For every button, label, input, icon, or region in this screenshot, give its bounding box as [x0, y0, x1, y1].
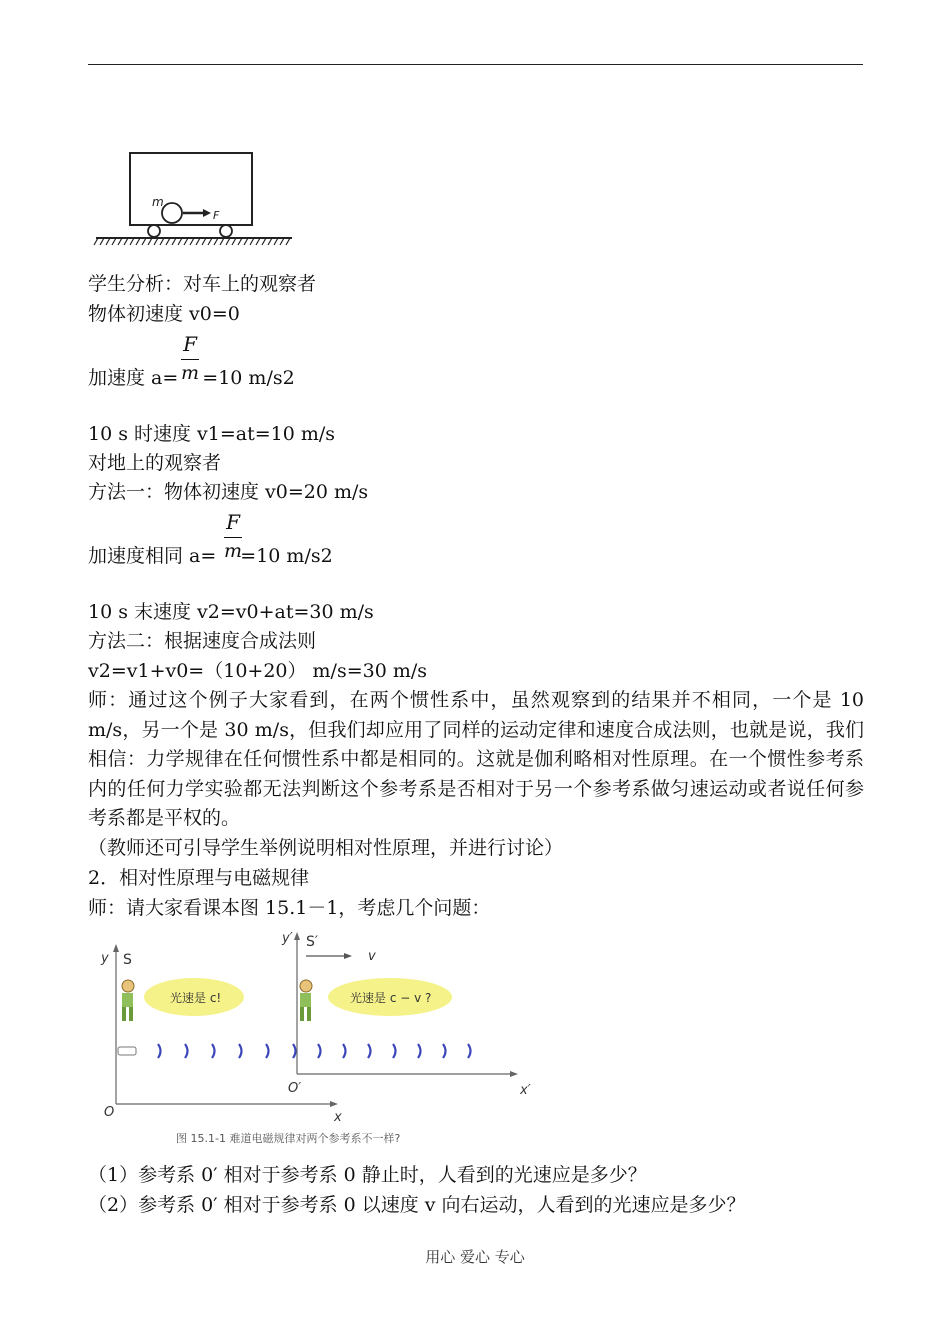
velocity-10s-line: 10 s 时速度 v1=at=10 m/s — [88, 423, 336, 445]
bubble-1-text: 光速是 c! — [170, 991, 222, 1005]
fraction-2-numerator: F — [224, 510, 242, 538]
mass-label: m — [152, 195, 164, 209]
figure-caption: 图 15.1-1 难道电磁规律对两个参考系不一样? — [176, 1132, 401, 1145]
s-frame-label: S — [123, 952, 132, 968]
ground-observer-line: 对地上的观察者 — [88, 452, 222, 474]
teacher-paragraph: 师：通过这个例子大家看到，在两个惯性系中，虽然观察到的结果并不相同，一个是 10 m/s，另一个是 30 m/s，但我们却应用了同样的运动定律和速度合成法则，也就是说，我们相信：力学规律在任何惯性系中都是相同的。这就是伽利略相对性原理。在一个惯性参考系内的任何力学实验都无法判断这个参考系是否相对于另一个参考系做匀速运动或者说任何参考系都是平权的。 — [88, 689, 864, 829]
header-rule — [88, 64, 863, 65]
same-acceleration-prefix: 加速度相同 a= — [88, 545, 217, 567]
method-two-line: 方法二：根据速度合成法则 — [88, 630, 317, 652]
observer-2 — [300, 980, 312, 1021]
velocity-label: v — [368, 949, 376, 964]
s-prime-frame-label: S′ — [306, 934, 319, 950]
bubble-2-text: 光速是 c − v ? — [350, 991, 432, 1005]
page-footer: 用心 爱心 专心 — [425, 1248, 525, 1266]
velocity-end-line: 10 s 末速度 v2=v0+at=30 m/s — [88, 601, 374, 623]
question-2: （2）参考系 0′ 相对于参考系 0 以速度 v 向右运动，人看到的光速应是多少？ — [88, 1194, 746, 1216]
fraction-1-numerator: F — [181, 332, 199, 360]
same-acceleration-suffix: =10 m/s2 — [240, 545, 333, 567]
light-waves — [158, 1044, 471, 1058]
acceleration-prefix: 加速度 a= — [88, 367, 179, 389]
y-prime-axis-label: y′ — [282, 931, 293, 946]
method-one-line: 方法一：物体初速度 v0=20 m/s — [88, 481, 369, 503]
x-prime-axis-label: x′ — [520, 1083, 531, 1098]
same-acceleration-line — [88, 542, 333, 571]
x-axis-label: x — [334, 1110, 342, 1125]
reference-frames-figure — [92, 924, 552, 1149]
section-heading: 2．相对性原理与电磁规律 — [88, 867, 310, 889]
y-axis-label: y — [101, 951, 109, 966]
force-label: F — [213, 209, 220, 222]
student-analysis-line: 学生分析：对车上的观察者 — [88, 273, 317, 295]
fraction-2-denominator: m — [224, 540, 243, 562]
origin-prime-label: O′ — [288, 1081, 302, 1096]
origin-label: O — [104, 1105, 115, 1120]
fraction-1-denominator: m — [181, 362, 200, 384]
velocity-sum-line: v2=v1+v0=（10+20） m/s=30 m/s — [88, 660, 428, 682]
initial-velocity-line: 物体初速度 v0=0 — [88, 303, 240, 325]
acceleration-line — [88, 364, 295, 393]
observer-1 — [122, 980, 134, 1021]
question-1: （1）参考系 0′ 相对于参考系 0 静止时，人看到的光速应是多少？ — [88, 1164, 647, 1186]
acceleration-suffix: =10 m/s2 — [202, 367, 295, 389]
teacher-note: （教师还可引导学生举例说明相对性原理，并进行讨论） — [88, 837, 564, 859]
cart-diagram — [92, 146, 297, 250]
teacher-prompt: 师：请大家看课本图 15.1－1，考虑几个问题： — [88, 897, 491, 919]
